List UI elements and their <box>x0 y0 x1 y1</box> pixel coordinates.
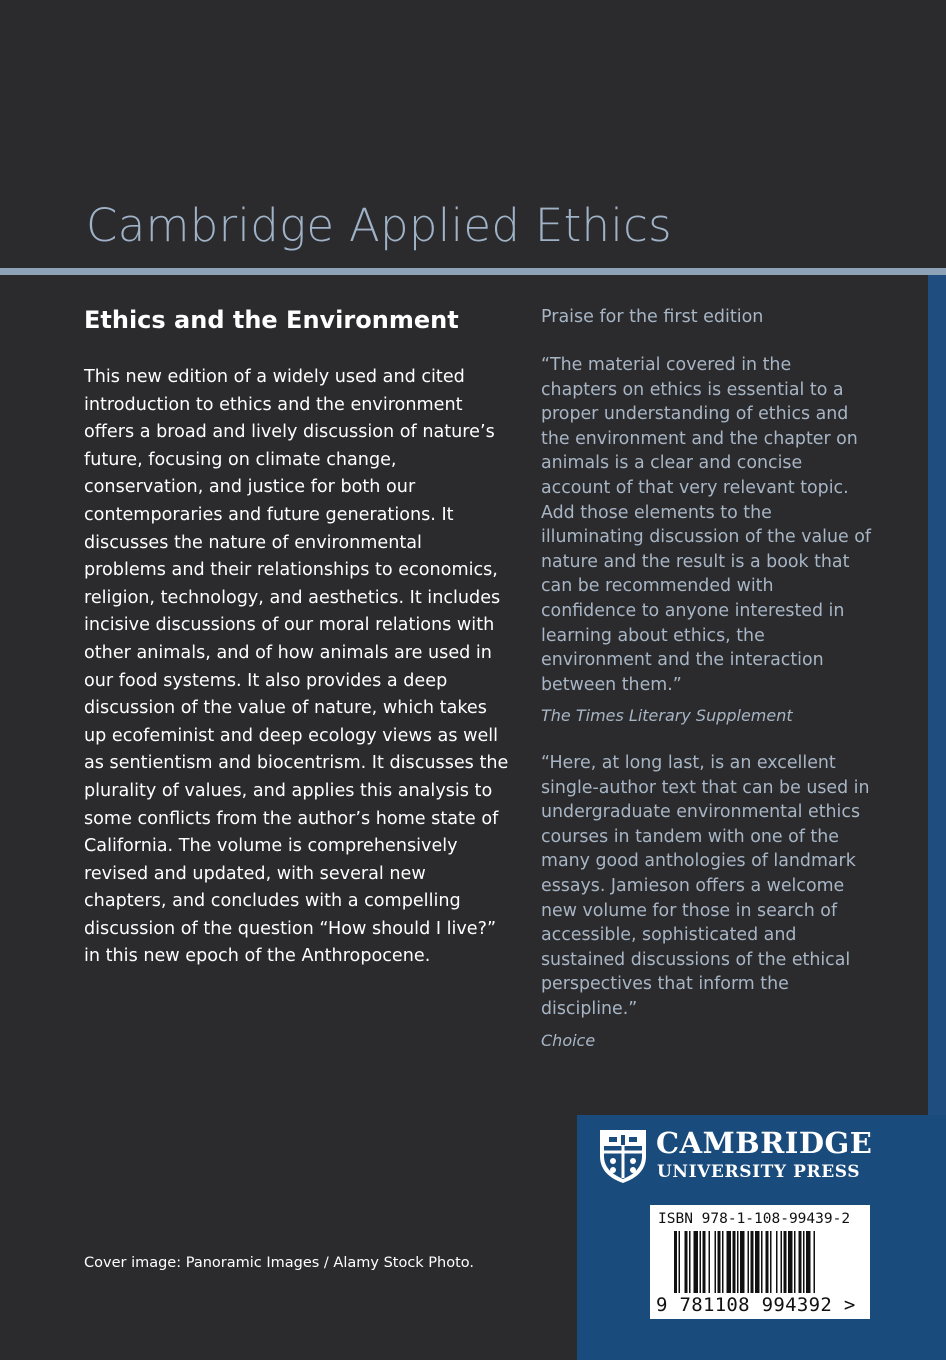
cambridge-shield-icon <box>598 1128 648 1184</box>
praise-quote: “Here, at long last, is an excellent single-author text that can be used in undergraduate environmental ethics courses in tandem with one of the many good anthologies of landmark essays. Jamieson offers a welcome new volume for those in search of accessible, sophisticated and sustained discussions of the ethical perspectives that inform the discipline.” <box>541 753 870 1019</box>
book-description: This new edition of a widely used and cited introduction to ethics and the environment offers a broad and lively discussion of nature’s future, focusing on climate change, conservation, and justice for both our contemporaries and future generations. It discusses the nature of environmental problems and their relationships to economics, religion, technology, and aesthetics. It includes incisive discussions of our moral relations with other animals, and of how animals are used in our food systems. It also provides a deep discussion of the value of nature, which takes up ecofeminist and deep ecology views as well as sentientism and biocentrism. It discusses the plurality of values, and applies this analysis to some conflicts from the author’s home state of California. The volume is comprehensively revised and updated, with several new chapters, and concludes with a compelling discussion of the question “How should I live?” in this new epoch of the Anthropocene. <box>84 367 509 967</box>
header-rule <box>0 268 946 275</box>
spine-edge-strip <box>928 275 946 1115</box>
praise-heading: Praise for the first edition <box>541 307 764 327</box>
series-title: Cambridge Applied Ethics <box>86 199 672 252</box>
quote-source: The Times Literary Supplement <box>541 706 793 725</box>
cover-image-credit: Cover image: Panoramic Images / Alamy Stock Photo. <box>84 1255 475 1271</box>
publisher-subname: UNIVERSITY PRESS <box>657 1162 861 1182</box>
isbn-label: ISBN 978-1-108-99439-2 <box>658 1211 851 1227</box>
barcode <box>650 1205 870 1319</box>
quote-source: Choice <box>541 1031 596 1050</box>
barcode-digits: 9 781108 994392 > <box>656 1294 856 1316</box>
book-title: Ethics and the Environment <box>84 306 459 334</box>
publisher-name: CAMBRIDGE <box>656 1126 873 1160</box>
praise-quote: “The material covered in the chapters on ethics is essential to a proper understanding of ethics and the environment and the chapter on animals is a clear and concise account of that very relevant topic. Add those elements to the illuminating discussion of the value of nature and the result is a book that can be recommended with confidence to anyone interested in learning about ethics, the environment and the interaction between them.” <box>541 355 872 695</box>
